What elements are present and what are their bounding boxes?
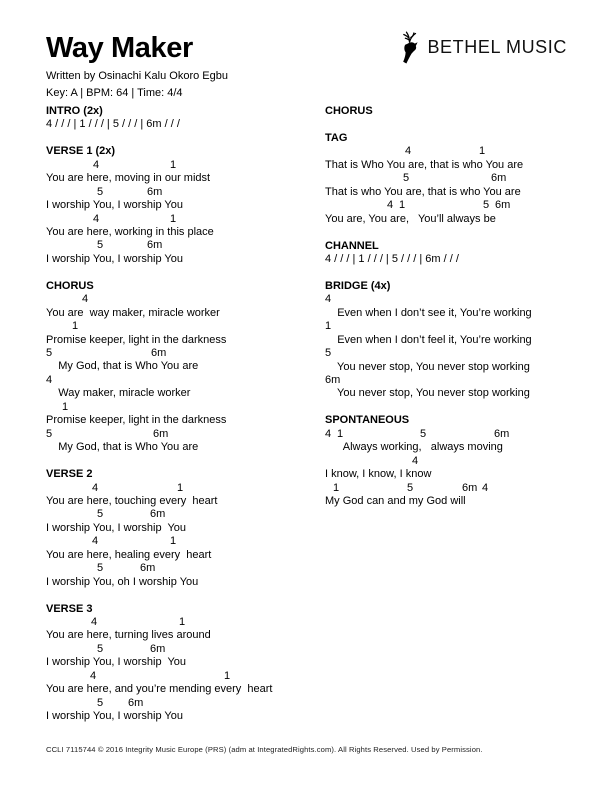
lyric-line: Always working, always moving <box>325 441 503 454</box>
chord: 5 <box>325 347 332 360</box>
lyric-line: You are here, moving in our midst <box>46 172 211 185</box>
chord: 4 <box>82 293 89 306</box>
chord: 4 <box>325 427 332 440</box>
chord: 1 <box>72 320 79 333</box>
chord-line <box>325 482 572 495</box>
chord: 6m <box>147 239 163 252</box>
column-left <box>46 105 325 737</box>
chord-line <box>46 239 325 252</box>
chord-line <box>46 186 325 199</box>
chord: 6m <box>491 172 507 185</box>
chord: 6m <box>495 199 511 212</box>
lyric-line: You are here, and you’re mending every heart <box>46 683 273 696</box>
chord: 4 <box>93 212 100 225</box>
chord-line <box>46 347 325 360</box>
lyric-line: You never stop, You never stop working <box>325 360 530 373</box>
chord: 1 <box>325 320 332 333</box>
song-section <box>325 132 572 226</box>
page-header <box>46 33 228 100</box>
section-heading: VERSE 3 <box>46 602 93 615</box>
chord: 1 <box>177 481 184 494</box>
ccli-copyright: CCLI 7115744 © 2016 Integrity Music Europe (PRS) (adm at IntegratedRights.com). All Rights Reserved. Used by Permission. <box>46 745 483 754</box>
chord: 1 <box>170 158 177 171</box>
song-section <box>325 240 572 267</box>
lyric-line: 4 / / / | 1 / / / | 5 / / / | 6m / / / <box>325 252 459 265</box>
chord-line <box>46 159 325 172</box>
chord: 5 <box>97 185 104 198</box>
chord: 5 <box>97 562 104 575</box>
deer-antler-icon <box>398 30 422 64</box>
logo-brand-text: BETHEL MUSIC <box>427 37 567 57</box>
chord: 1 <box>62 400 69 413</box>
chord-line <box>325 347 572 360</box>
chord-line <box>46 320 325 333</box>
chord: 5 <box>46 347 53 360</box>
chord-line <box>46 535 325 548</box>
chord: 6m <box>462 481 478 494</box>
lyric-line: Promise keeper, light in the darkness <box>46 414 227 427</box>
lyric-line: My God, that is Who You are <box>46 360 199 373</box>
song-title: Way Maker <box>46 32 193 64</box>
chord: 1 <box>333 481 340 494</box>
lyric-line: You never stop, You never stop working <box>325 387 530 400</box>
chord: 6m <box>151 347 167 360</box>
chord: 6m <box>140 562 156 575</box>
chord: 6m <box>150 508 166 521</box>
key-bpm-time: Key: A | BPM: 64 | Time: 4/4 <box>46 86 183 99</box>
chord: 5 <box>97 696 104 709</box>
chord: 5 <box>403 172 410 185</box>
section-heading: INTRO (2x) <box>46 105 103 117</box>
chord: 4 <box>412 454 419 467</box>
chord: 1 <box>224 669 231 682</box>
chord-line <box>46 697 325 710</box>
section-heading: CHORUS <box>46 279 94 292</box>
lyric-line: You are here, healing every heart <box>46 548 212 561</box>
lyric-line: You are here, turning lives around <box>46 629 211 642</box>
lyric-line: You are here, touching every heart <box>46 494 218 507</box>
chord-line <box>46 293 325 306</box>
lyric-line: That is who You are, that is who You are <box>325 185 521 198</box>
chord: 4 <box>405 145 412 158</box>
lyric-line: 4 / / / | 1 / / / | 5 / / / | 6m / / / <box>46 118 180 131</box>
chord-line <box>325 374 572 387</box>
bethel-music-logo <box>398 30 567 64</box>
chord: 5 <box>46 427 53 440</box>
chord: 4 <box>93 158 100 171</box>
chord-line <box>325 455 572 468</box>
lyric-line: Even when I don’t feel it, You’re working <box>325 333 532 346</box>
chord-chart <box>46 105 572 737</box>
song-section <box>46 105 325 132</box>
lyric-line: You are here, working in this place <box>46 226 214 239</box>
chord-line <box>325 293 572 306</box>
lyric-line: That is Who You are, that is who You are <box>325 158 524 171</box>
chord-line <box>325 199 572 212</box>
lyric-line: I worship You, oh I worship You <box>46 575 199 588</box>
chord: 6m <box>128 696 144 709</box>
chord-line <box>46 482 325 495</box>
song-section <box>325 414 572 508</box>
chord: 1 <box>170 212 177 225</box>
section-heading: SPONTANEOUS <box>325 414 410 427</box>
chord: 4 <box>387 199 394 212</box>
song-section <box>46 145 325 266</box>
lyric-line: I know, I know, I know <box>325 468 432 481</box>
chord-line <box>325 172 572 185</box>
column-right <box>325 105 572 737</box>
chord-line <box>46 374 325 387</box>
lyric-line: I worship You, I worship You <box>46 656 187 669</box>
chord: 1 <box>479 145 486 158</box>
chord: 5 <box>97 508 104 521</box>
song-section <box>46 603 325 724</box>
chord: 4 <box>92 535 99 548</box>
section-heading: VERSE 1 (2x) <box>46 145 116 158</box>
chord: 1 <box>337 427 344 440</box>
lyric-line: Promise keeper, light in the darkness <box>46 333 227 346</box>
song-section <box>325 280 572 401</box>
chord: 5 <box>407 481 414 494</box>
section-heading: VERSE 2 <box>46 468 93 481</box>
chord: 5 <box>483 199 490 212</box>
chord: 6m <box>150 642 166 655</box>
chord-line <box>46 428 325 441</box>
chord: 4 <box>325 293 332 306</box>
chord: 5 <box>97 642 104 655</box>
chord: 1 <box>399 199 406 212</box>
lyric-line: I worship You, I worship You <box>46 199 183 212</box>
chord-line <box>46 508 325 521</box>
lyric-line: You are, You are, You’ll always be <box>325 212 496 225</box>
chord: 5 <box>420 427 427 440</box>
chord-line <box>46 670 325 683</box>
chord-line <box>325 320 572 333</box>
chord: 4 <box>46 373 53 386</box>
chord: 1 <box>170 535 177 548</box>
section-heading: CHORUS <box>325 105 373 117</box>
lyric-line: I worship You, I worship You <box>46 252 183 265</box>
section-heading: TAG <box>325 131 348 144</box>
chord-line <box>325 428 572 441</box>
lyric-line: Way maker, miracle worker <box>46 387 191 400</box>
chord: 4 <box>91 615 98 628</box>
chord: 4 <box>90 669 97 682</box>
lyric-line: Even when I don’t see it, You’re working <box>325 306 532 319</box>
lyric-line: My God, that is Who You are <box>46 441 199 454</box>
song-section <box>325 105 572 118</box>
chord-line <box>46 562 325 575</box>
song-section <box>46 280 325 455</box>
chord: 6m <box>153 427 169 440</box>
song-section <box>46 468 325 589</box>
chord: 1 <box>179 615 186 628</box>
section-heading: BRIDGE (4x) <box>325 279 391 292</box>
chord-line <box>46 213 325 226</box>
chord-line <box>325 145 572 158</box>
chord: 5 <box>97 239 104 252</box>
chord-line <box>46 643 325 656</box>
lyric-line: I worship You, I worship You <box>46 710 183 723</box>
written-by: Written by Osinachi Kalu Okoro Egbu <box>46 69 228 82</box>
chord: 4 <box>92 481 99 494</box>
section-heading: CHANNEL <box>325 239 379 252</box>
chord: 6m <box>147 185 163 198</box>
lyric-line: I worship You, I worship You <box>46 521 187 534</box>
chord: 4 <box>482 481 489 494</box>
lyric-line: You are way maker, miracle worker <box>46 306 220 319</box>
chord: 6m <box>494 427 510 440</box>
chord-line <box>46 616 325 629</box>
lyric-line: My God can and my God will <box>325 495 466 508</box>
chord-line <box>46 401 325 414</box>
chord: 6m <box>325 374 341 386</box>
